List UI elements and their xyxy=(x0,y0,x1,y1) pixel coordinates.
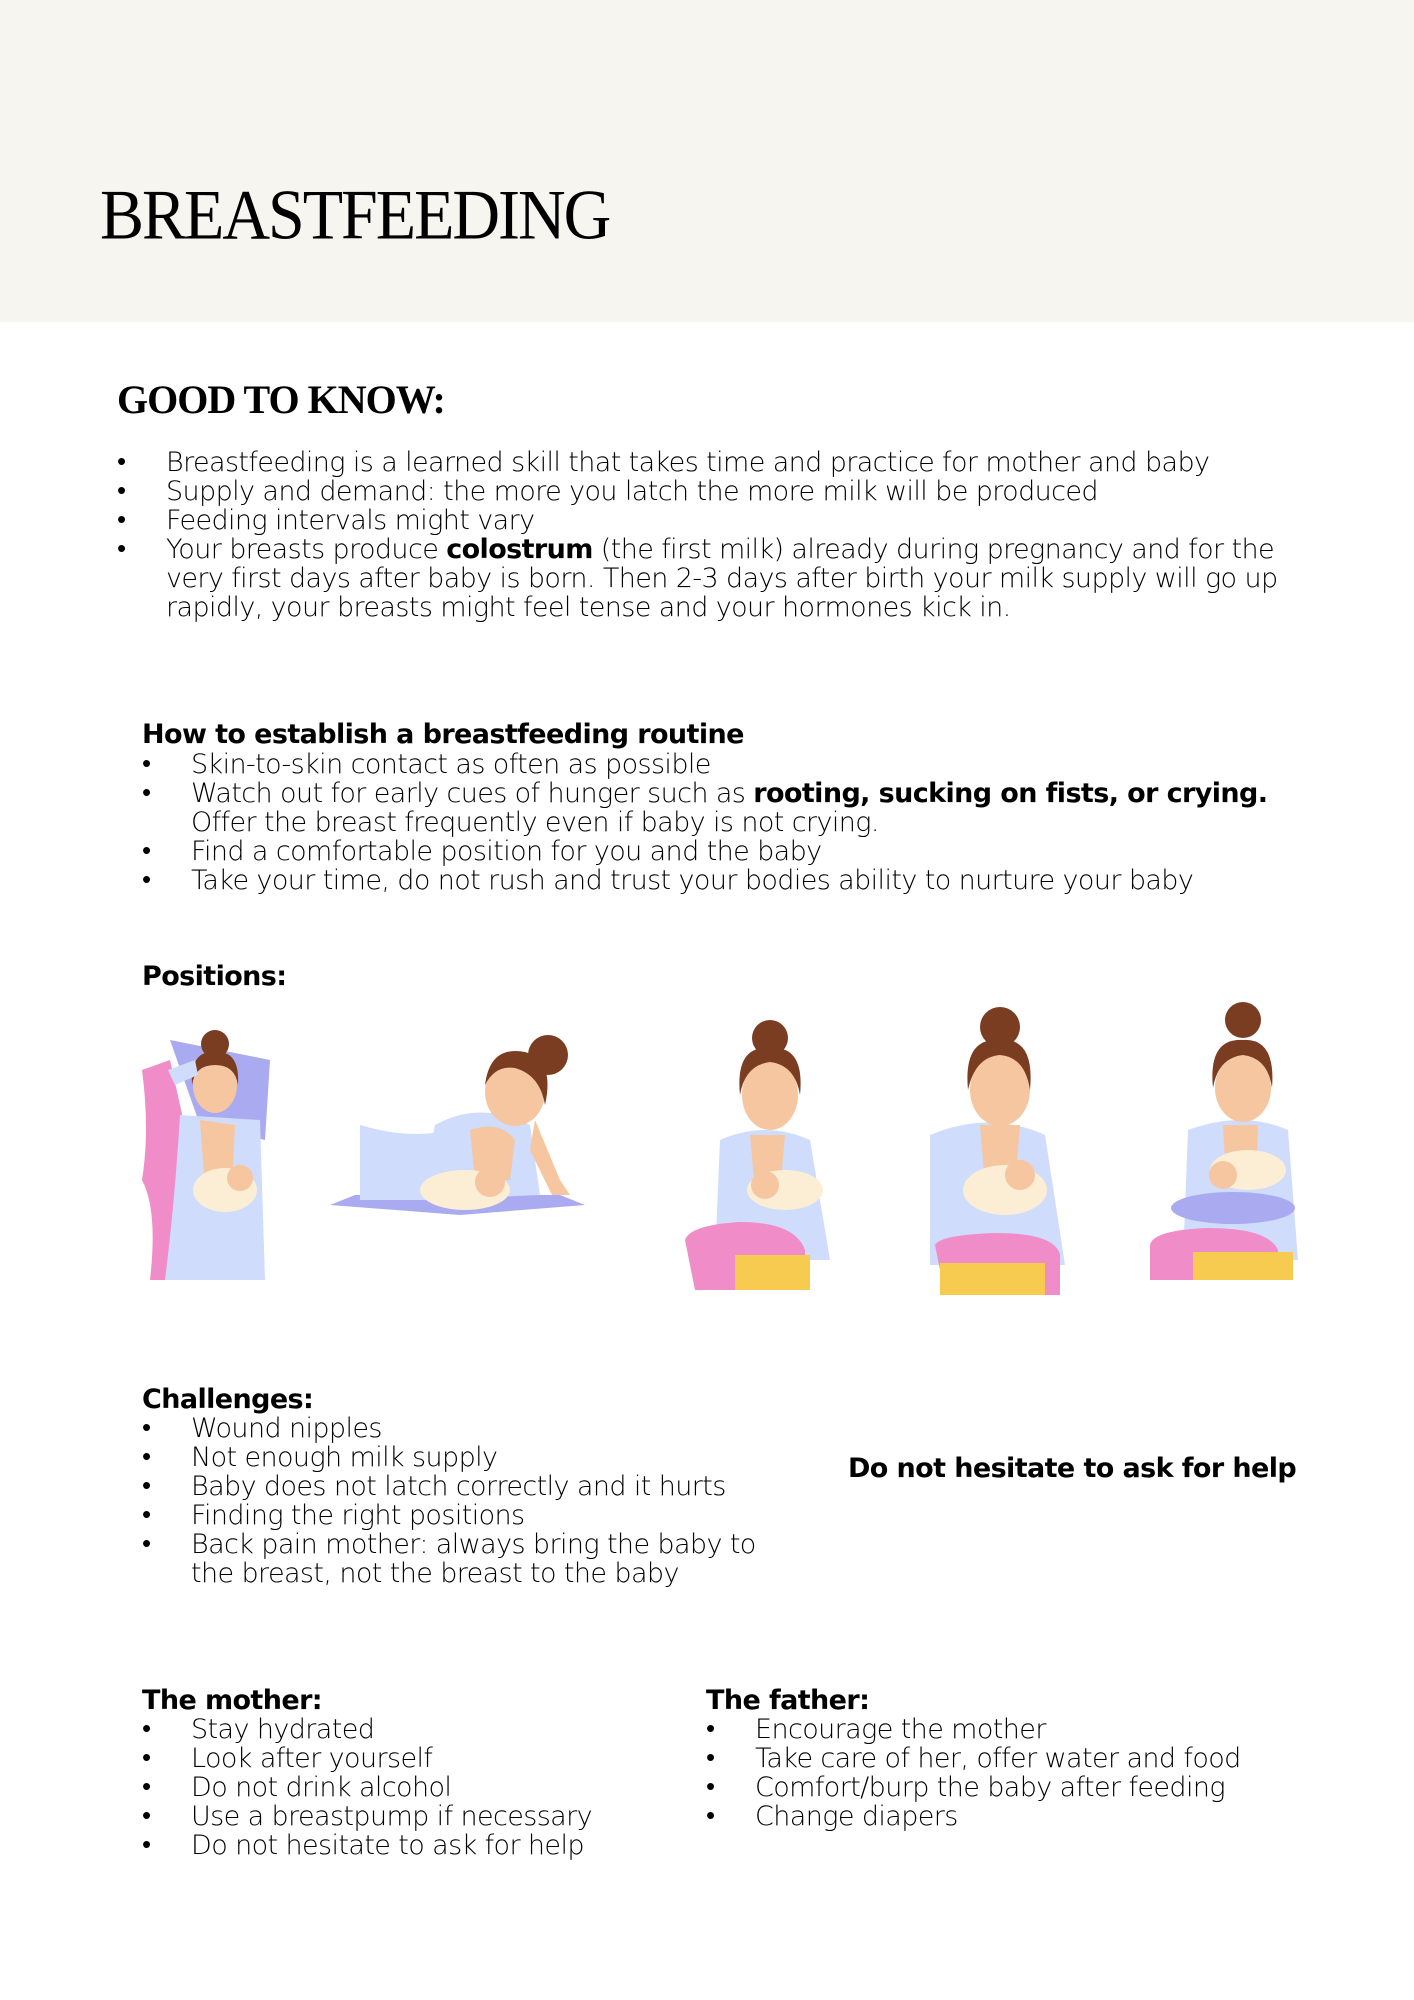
list-item: • Take care of her, offer water and food xyxy=(706,1744,1346,1773)
father-list xyxy=(706,1715,1346,1831)
list-item-text: Offer the breast frequently even if baby is not crying. xyxy=(191,807,879,838)
list-item: • Stay hydrated xyxy=(142,1715,682,1744)
list-item-text: Your breasts produce xyxy=(166,534,447,565)
page-title: BREASTFEEDING xyxy=(100,175,610,255)
list-item-text: Watch out for early cues of hunger such as xyxy=(191,778,754,809)
nursing-pillow-illustration xyxy=(1148,990,1303,1290)
list-item: • Do not hesitate to ask for help xyxy=(142,1831,682,1860)
routine-list xyxy=(142,750,1302,895)
list-item-text: (the first milk) already during pregnancy and for the very first days after baby is born. Then 2-3 days after birth your milk supply will go up rapidly, your breasts might feel tense and your hormones kick in. xyxy=(166,534,1278,623)
list-item: • Back pain mother: always bring the baby to the breast, not the breast to the baby xyxy=(142,1530,771,1588)
list-item: • Change diapers xyxy=(706,1802,1346,1831)
list-item: • Do not drink alcohol xyxy=(142,1773,682,1802)
father-heading: The father: xyxy=(706,1685,870,1716)
list-item: • Comfort/burp the baby after feeding xyxy=(706,1773,1346,1802)
list-item-text: Skin-to-skin contact as often as possible xyxy=(191,749,711,780)
list-item: • Look after yourself xyxy=(142,1744,682,1773)
routine-heading: How to establish a breastfeeding routine xyxy=(142,719,744,750)
list-item: • Encourage the mother xyxy=(706,1715,1346,1744)
mother-list xyxy=(142,1715,682,1860)
list-item: • Baby does not latch correctly and it hurts xyxy=(142,1472,782,1501)
list-item xyxy=(117,477,1317,506)
list-item xyxy=(117,506,1317,535)
list-item xyxy=(117,448,1317,477)
positions-heading: Positions: xyxy=(142,961,287,992)
good-to-know-heading: GOOD TO KNOW: xyxy=(117,377,445,422)
list-item xyxy=(142,750,1302,779)
challenges-list xyxy=(142,1414,782,1588)
list-item xyxy=(142,837,1302,866)
list-item xyxy=(142,866,1302,895)
side-lying-position-illustration xyxy=(330,1030,590,1220)
list-item-text: Find a comfortable position for you and the baby xyxy=(191,836,822,867)
cradle-hold-illustration xyxy=(680,1000,855,1290)
list-item: • Use a breastpump if necessary xyxy=(142,1802,682,1831)
ask-for-help-callout: Do not hesitate to ask for help xyxy=(848,1453,1297,1484)
header-band xyxy=(0,0,1414,322)
list-item: • Not enough milk supply xyxy=(142,1443,782,1472)
good-to-know-list xyxy=(117,448,1317,622)
list-item-text: Breastfeeding is a learned skill that takes time and practice for mother and baby xyxy=(166,447,1210,478)
cross-cradle-hold-illustration xyxy=(905,995,1090,1295)
list-item: • Wound nipples xyxy=(142,1414,782,1443)
list-item-text: Supply and demand: the more you latch the more milk will be produced xyxy=(166,476,1098,507)
list-item-text: Feeding intervals might vary xyxy=(166,505,535,536)
mother-heading: The mother: xyxy=(142,1685,322,1716)
list-item: • Finding the right positions xyxy=(142,1501,782,1530)
list-item xyxy=(142,779,1291,837)
colostrum-emphasis: colostrum xyxy=(446,534,593,565)
list-item xyxy=(117,535,1326,622)
reclined-position-illustration xyxy=(140,1030,275,1280)
list-item-text: Take your time, do not rush and trust your bodies ability to nurture your baby xyxy=(191,865,1194,896)
hunger-cues-emphasis: rooting, sucking on fists, or crying. xyxy=(753,778,1268,809)
challenges-heading: Challenges: xyxy=(142,1384,314,1415)
